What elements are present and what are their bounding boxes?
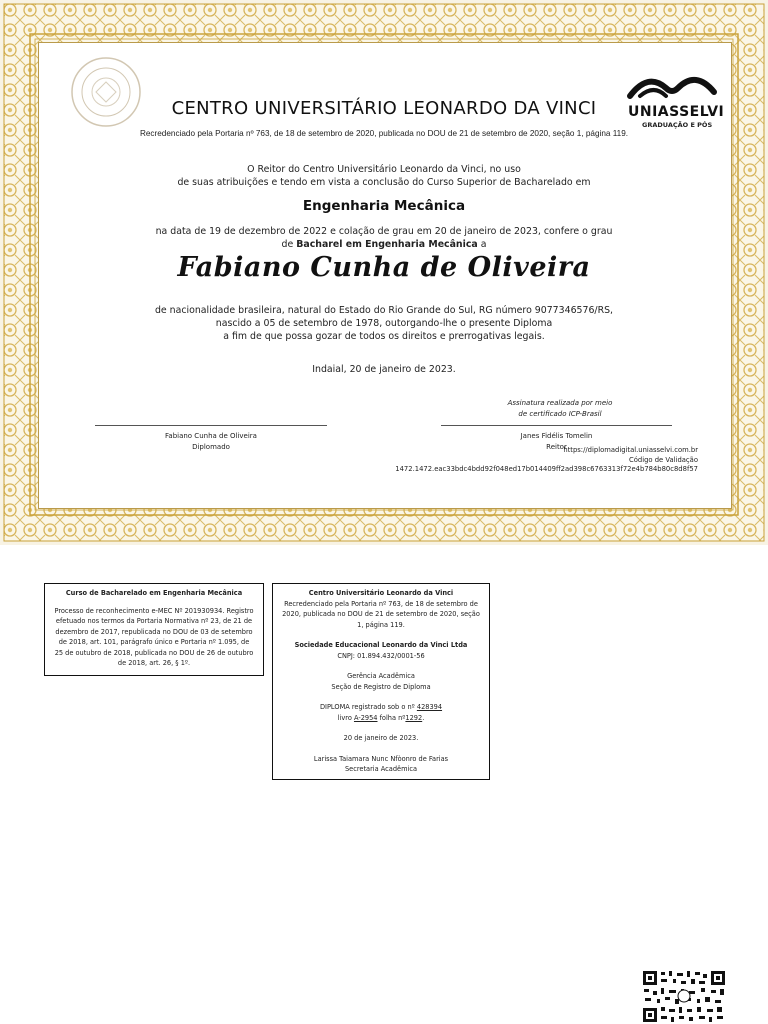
course-box-line: efetuado nos termos da Portaria Normativa nº 23, de 21 de: [55, 617, 253, 625]
validation-url[interactable]: https://diplomadigital.uniasselvi.com.br: [563, 446, 698, 454]
date-line-2-post: a: [480, 239, 487, 250]
registration-number: 428394: [416, 703, 443, 711]
date-paragraph: [0, 225, 768, 251]
nationality-line-1: de nacionalidade brasileira, natural do Estado do Rio Grande do Sul, RG número 9077346576/RS,: [154, 305, 614, 316]
registration-date: 20 de janeiro de 2023.: [343, 734, 419, 742]
validation-block: [395, 446, 698, 475]
institution-registration-box: [272, 583, 490, 780]
course-box-title: Curso de Bacharelado em Engenharia Mecânica: [65, 589, 243, 597]
course-box-line: 25 de outubro de 2018, publicada no DOU de 26 de outubro: [54, 648, 254, 657]
department-1: Gerência Acadêmica: [347, 672, 415, 680]
signature-graduate: [95, 431, 327, 453]
recredential-text: Recredenciado pela Portaria nº 763, de 18 de setembro de 2020, publicada no DOU de 21 de setembro de 2020, seção 1, página 119.: [139, 129, 629, 138]
icp-note: [460, 398, 660, 420]
company-cnpj: CNPJ: 01.894.432/0001-56: [337, 651, 425, 660]
logo-subtitle: GRADUAÇÃO E PÓS: [642, 121, 713, 129]
signature-line-rector: [441, 425, 672, 426]
date-line-2: [0, 238, 768, 251]
qr-code-icon[interactable]: [641, 969, 727, 1024]
institution-recred-line: Recredenciado pela Portaria nº 763, de 18 de setembro de: [284, 599, 478, 608]
signature-line-graduate: [95, 425, 327, 426]
icp-line-1: Assinatura realizada por meio: [507, 399, 613, 407]
nationality-line-2: nascido a 05 de setembro de 1978, outorgando-lhe o presente Diploma: [215, 318, 553, 329]
graduate-name: Fabiano Cunha de Oliveira: [177, 252, 591, 283]
course-box-line: Processo de reconhecimento e-MEC Nº 201930934. Registro: [54, 606, 254, 615]
course-registration-box: [44, 583, 264, 676]
course-box-line: de 2018, art. 26, § 1º.: [117, 659, 191, 667]
course-box-line: dezembro de 2017, republicada no DOU de 03 de setembro: [55, 627, 253, 636]
institution-recred-line: 1, página 119.: [357, 620, 405, 629]
university-title: CENTRO UNIVERSITÁRIO LEONARDO DA VINCI: [171, 98, 597, 119]
department-2: Seção de Registro de Diploma: [331, 682, 431, 691]
registration-prefix: DIPLOMA registrado sob o nº: [319, 703, 415, 711]
validation-label: Código de Validação: [628, 455, 698, 464]
rector-signer-role: Reitor: [546, 443, 567, 451]
nationality-line-3: a fim de que possa gozar de todos os direitos e prerrogativas legais.: [223, 331, 545, 342]
intro-line-2: de suas atribuições e tendo em vista a conclusão do Curso Superior de Bacharelado em: [177, 177, 591, 188]
academic-signer-name: Larissa Taiamara Nunc Nfòonro de Farias: [313, 754, 449, 763]
course-name: Engenharia Mecânica: [302, 198, 466, 214]
rector-signer-name: Janes Fidélis Tomelin: [520, 432, 593, 440]
nationality-paragraph: [0, 304, 768, 343]
institution-recred-line: 2020, publicada no DOU de 21 de setembro de 2020, seção: [282, 610, 480, 618]
company-name: Sociedade Educacional Leonardo da Vinci Ltda: [294, 641, 468, 649]
book-number: A-2954: [353, 713, 378, 722]
place-date: Indaial, 20 de janeiro de 2023.: [312, 364, 456, 375]
academic-signer-role: Secretaria Acadêmica: [344, 765, 418, 773]
registration-line: [278, 702, 484, 713]
date-line-2-pre: de: [281, 239, 294, 250]
institution-box-title: Centro Universitário Leonardo da Vinci: [308, 589, 454, 597]
validation-code: 1472.1472.eac33bdc4bdd92f048ed17b014409ff2ad398c6763313f72e4b784b80c8d8f57: [395, 465, 698, 473]
icp-line-2: de certificado ICP-Brasil: [518, 410, 602, 418]
logo-wordmark: UNIASSELVI: [628, 104, 725, 120]
intro-paragraph: [0, 163, 768, 189]
graduate-signer-name: Fabiano Cunha de Oliveira: [165, 432, 257, 440]
book-line: livro A-2954 folha nº1292.: [337, 713, 425, 722]
page-prefix: folha nº: [379, 713, 406, 722]
graduate-signer-role: Diplomado: [192, 443, 230, 451]
intro-line-1: O Reitor do Centro Universitário Leonardo da Vinci, no uso: [247, 164, 521, 175]
course-box-line: de 2018, art. 101, parágrafo único e Portaria nº 1.095, de: [58, 638, 250, 646]
degree-name: Bacharel em Engenharia Mecânica: [296, 239, 478, 250]
date-line-1: na data de 19 de dezembro de 2022 e colação de grau em 20 de janeiro de 2023, confere o grau: [155, 226, 613, 237]
page-number: 1292: [405, 713, 423, 722]
book-prefix: livro: [337, 713, 352, 722]
